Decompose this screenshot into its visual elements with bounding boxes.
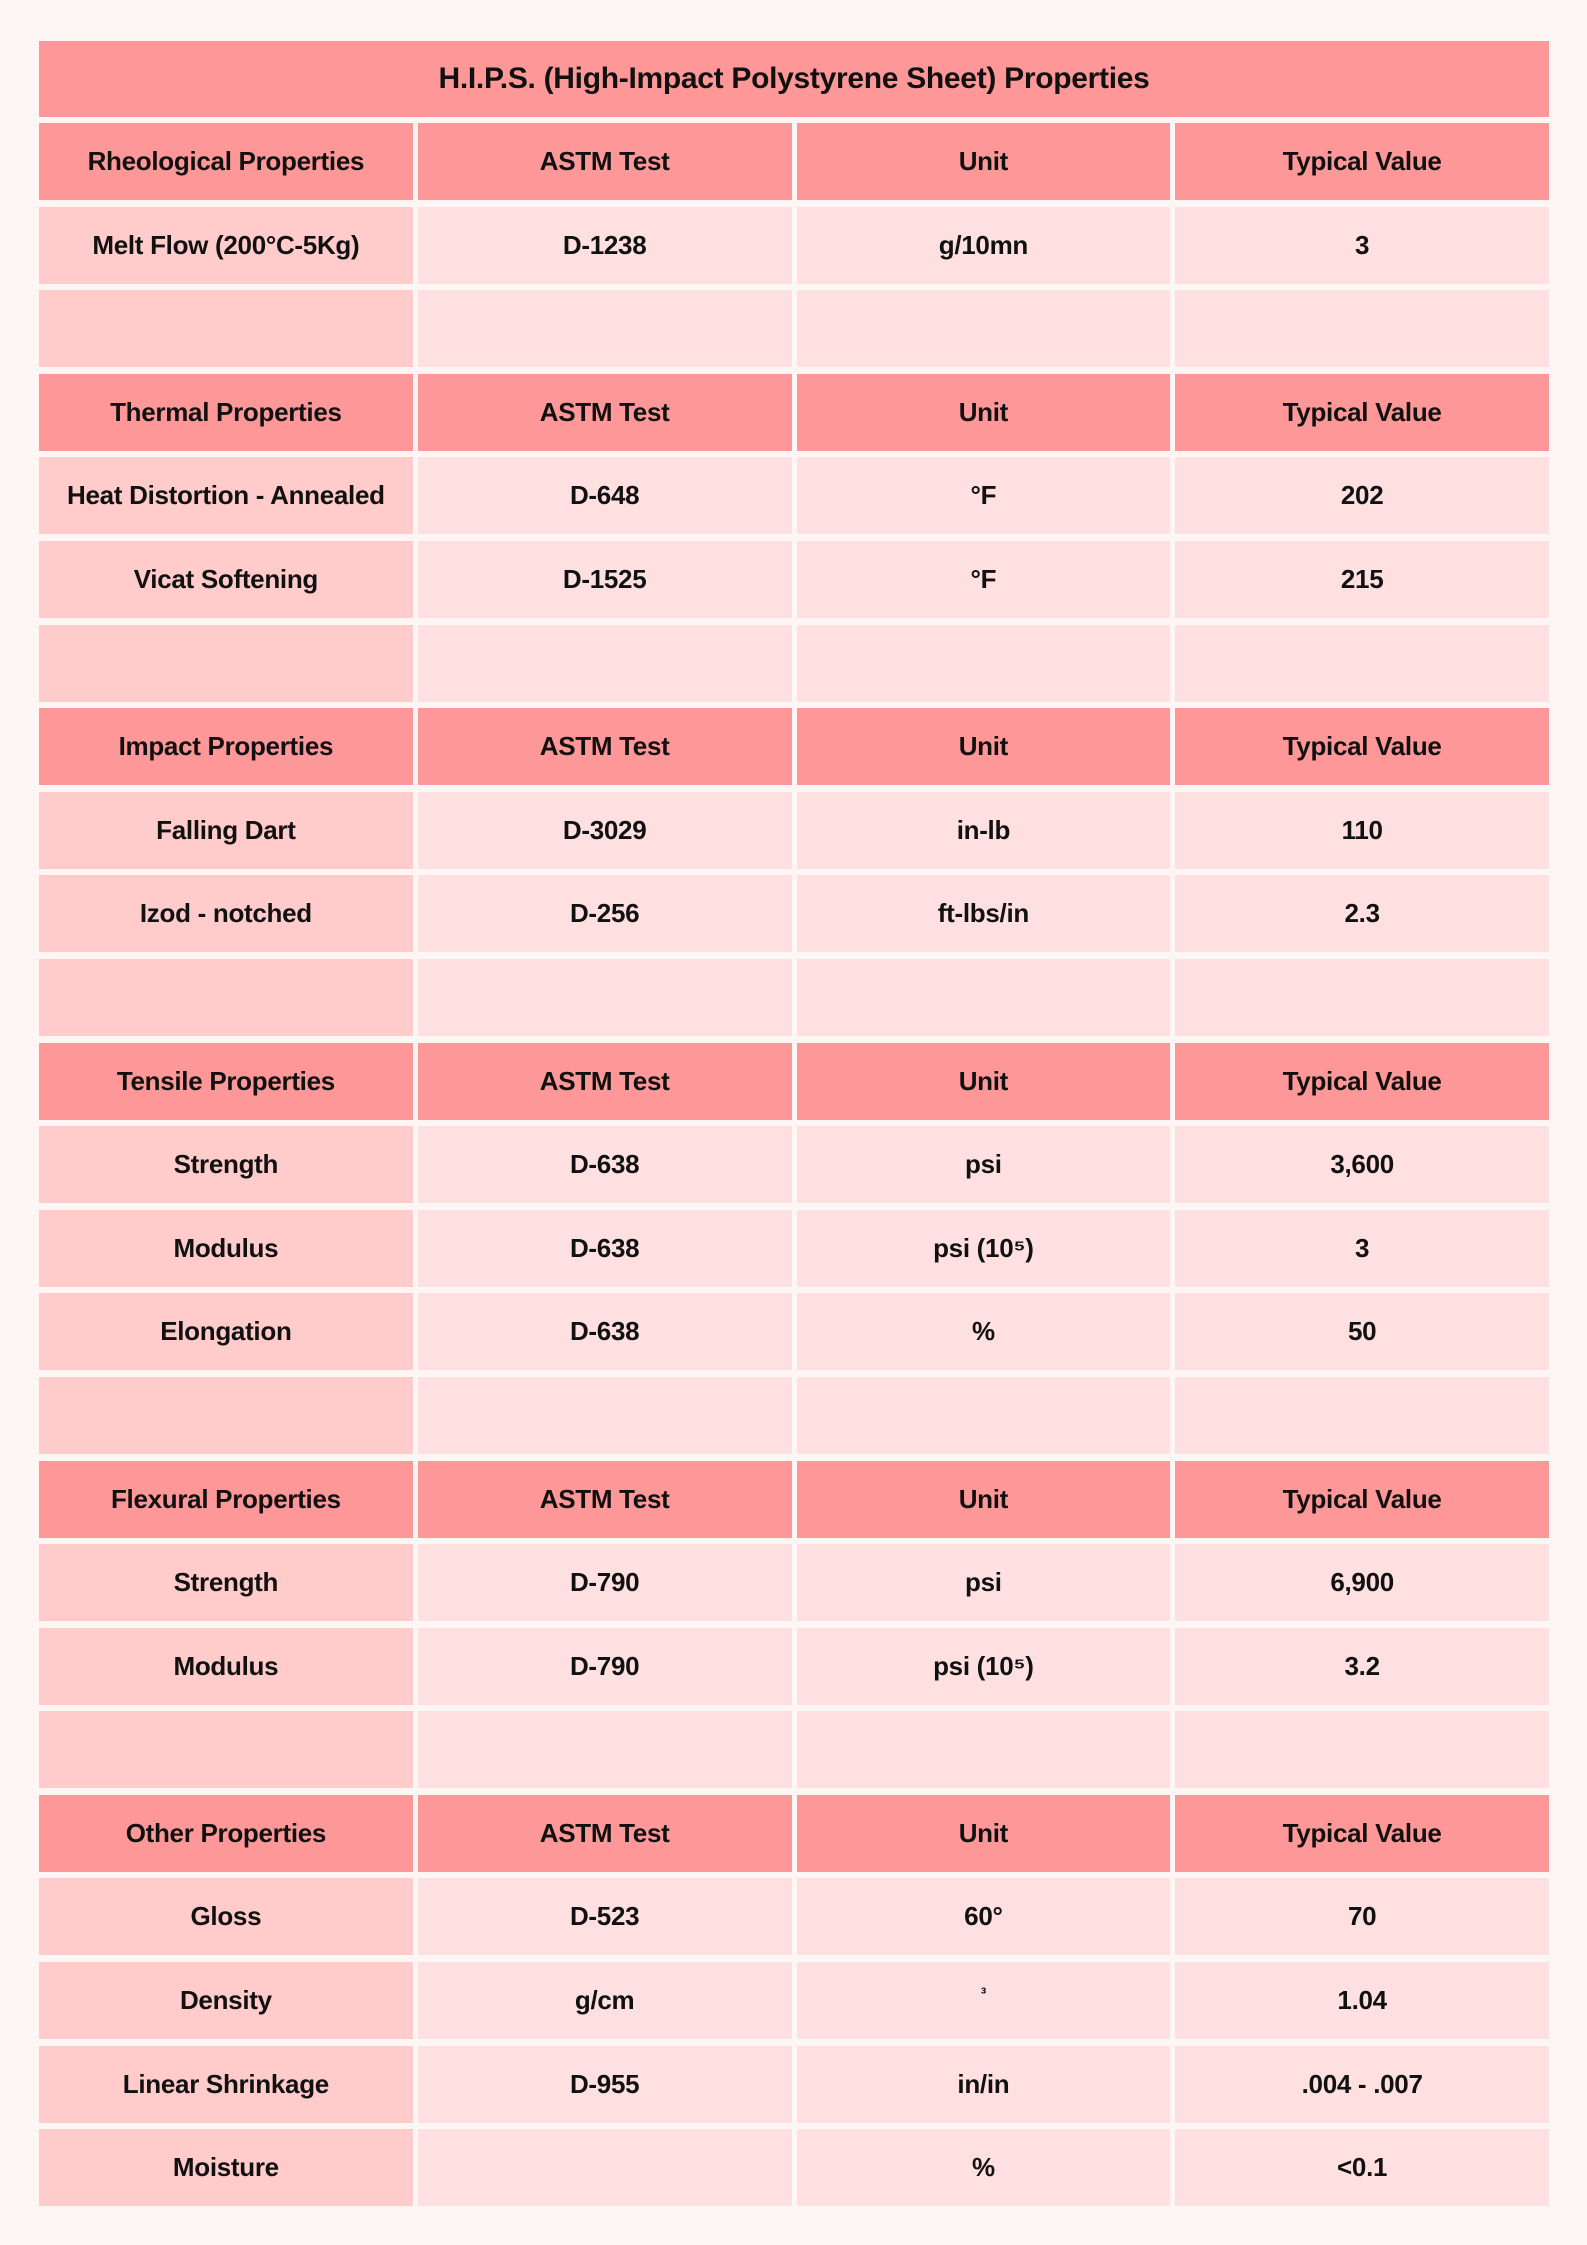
astm-test: D-3029 xyxy=(418,792,792,869)
column-header: Unit xyxy=(797,1043,1171,1120)
typical-value: 110 xyxy=(1175,792,1549,869)
table-title: H.I.P.S. (High-Impact Polystyrene Sheet) Properties xyxy=(39,41,1549,117)
typical-value: .004 - .007 xyxy=(1175,2046,1549,2123)
property-name: Moisture xyxy=(39,2129,413,2206)
column-header: Unit xyxy=(797,123,1171,200)
column-header: ASTM Test xyxy=(418,1043,792,1120)
property-name: Linear Shrinkage xyxy=(39,2046,413,2123)
typical-value: 3 xyxy=(1175,1210,1549,1287)
typical-value: 3,600 xyxy=(1175,1126,1549,1203)
empty-cell xyxy=(797,625,1171,702)
column-header: Unit xyxy=(797,374,1171,451)
astm-test: D-955 xyxy=(418,2046,792,2123)
empty-cell xyxy=(418,290,792,367)
table-row xyxy=(39,457,1549,534)
table-row xyxy=(39,792,1549,869)
column-header: Unit xyxy=(797,1461,1171,1538)
astm-test: D-790 xyxy=(418,1628,792,1705)
empty-cell xyxy=(418,1377,792,1454)
column-header: ASTM Test xyxy=(418,374,792,451)
astm-test: D-256 xyxy=(418,875,792,952)
empty-cell xyxy=(418,625,792,702)
empty-cell xyxy=(797,290,1171,367)
property-name: Elongation xyxy=(39,1293,413,1370)
unit: % xyxy=(797,1293,1171,1370)
section-title: Other Properties xyxy=(39,1795,413,1872)
column-header: Unit xyxy=(797,708,1171,785)
empty-cell xyxy=(1175,625,1549,702)
column-header: ASTM Test xyxy=(418,123,792,200)
property-name: Falling Dart xyxy=(39,792,413,869)
property-name: Modulus xyxy=(39,1210,413,1287)
astm-test xyxy=(418,2129,792,2206)
property-name: Strength xyxy=(39,1544,413,1621)
typical-value: 202 xyxy=(1175,457,1549,534)
unit: in/in xyxy=(797,2046,1171,2123)
astm-test: D-638 xyxy=(418,1293,792,1370)
astm-test: D-638 xyxy=(418,1210,792,1287)
empty-cell xyxy=(1175,1377,1549,1454)
typical-value: 50 xyxy=(1175,1293,1549,1370)
spacer-row xyxy=(39,1711,1549,1788)
unit: psi xyxy=(797,1544,1171,1621)
section-header-row xyxy=(39,1461,1549,1538)
typical-value: 3.2 xyxy=(1175,1628,1549,1705)
empty-cell xyxy=(39,1711,413,1788)
spacer-row xyxy=(39,290,1549,367)
unit: in-lb xyxy=(797,792,1171,869)
table-row xyxy=(39,1878,1549,1955)
section-header-row xyxy=(39,123,1549,200)
typical-value: 1.04 xyxy=(1175,1962,1549,2039)
table-row xyxy=(39,1210,1549,1287)
column-header: ASTM Test xyxy=(418,708,792,785)
empty-cell xyxy=(418,959,792,1036)
table-row xyxy=(39,1628,1549,1705)
column-header: Typical Value xyxy=(1175,123,1549,200)
column-header: ASTM Test xyxy=(418,1461,792,1538)
section-header-row xyxy=(39,374,1549,451)
property-name: Melt Flow (200°C-5Kg) xyxy=(39,207,413,284)
table-row xyxy=(39,875,1549,952)
properties-table xyxy=(39,41,1549,2213)
empty-cell xyxy=(797,959,1171,1036)
astm-test: D-1238 xyxy=(418,207,792,284)
astm-test: D-1525 xyxy=(418,541,792,618)
column-header: Unit xyxy=(797,1795,1171,1872)
section-header-row xyxy=(39,1043,1549,1120)
property-name: Izod - notched xyxy=(39,875,413,952)
section-title: Flexural Properties xyxy=(39,1461,413,1538)
table-body xyxy=(39,123,1549,2206)
table-row xyxy=(39,541,1549,618)
table-row xyxy=(39,1962,1549,2039)
astm-test: D-523 xyxy=(418,1878,792,1955)
empty-cell xyxy=(418,1711,792,1788)
table-row xyxy=(39,1544,1549,1621)
column-header: Typical Value xyxy=(1175,708,1549,785)
property-name: Gloss xyxy=(39,1878,413,1955)
spacer-row xyxy=(39,959,1549,1036)
unit: ft-lbs/in xyxy=(797,875,1171,952)
property-name: Heat Distortion - Annealed xyxy=(39,457,413,534)
property-name: Density xyxy=(39,1962,413,2039)
unit: % xyxy=(797,2129,1171,2206)
typical-value: 70 xyxy=(1175,1878,1549,1955)
empty-cell xyxy=(39,625,413,702)
typical-value: 6,900 xyxy=(1175,1544,1549,1621)
table-row xyxy=(39,2046,1549,2123)
typical-value: <0.1 xyxy=(1175,2129,1549,2206)
astm-test: g/cm xyxy=(418,1962,792,2039)
astm-test: D-648 xyxy=(418,457,792,534)
section-title: Tensile Properties xyxy=(39,1043,413,1120)
section-header-row xyxy=(39,708,1549,785)
table-row xyxy=(39,2129,1549,2206)
typical-value: 215 xyxy=(1175,541,1549,618)
empty-cell xyxy=(797,1377,1171,1454)
unit: psi (10⁵) xyxy=(797,1210,1171,1287)
empty-cell xyxy=(797,1711,1171,1788)
section-title: Impact Properties xyxy=(39,708,413,785)
empty-cell xyxy=(39,1377,413,1454)
column-header: Typical Value xyxy=(1175,1461,1549,1538)
column-header: ASTM Test xyxy=(418,1795,792,1872)
spacer-row xyxy=(39,1377,1549,1454)
column-header: Typical Value xyxy=(1175,1043,1549,1120)
unit: ³ xyxy=(797,1962,1171,2039)
property-name: Strength xyxy=(39,1126,413,1203)
unit: 60° xyxy=(797,1878,1171,1955)
empty-cell xyxy=(1175,290,1549,367)
astm-test: D-638 xyxy=(418,1126,792,1203)
section-title: Thermal Properties xyxy=(39,374,413,451)
empty-cell xyxy=(39,959,413,1036)
section-title: Rheological Properties xyxy=(39,123,413,200)
table-row xyxy=(39,207,1549,284)
property-name: Modulus xyxy=(39,1628,413,1705)
column-header: Typical Value xyxy=(1175,374,1549,451)
unit: psi (10⁵) xyxy=(797,1628,1171,1705)
typical-value: 2.3 xyxy=(1175,875,1549,952)
unit: °F xyxy=(797,457,1171,534)
empty-cell xyxy=(39,290,413,367)
column-header: Typical Value xyxy=(1175,1795,1549,1872)
typical-value: 3 xyxy=(1175,207,1549,284)
empty-cell xyxy=(1175,1711,1549,1788)
astm-test: D-790 xyxy=(418,1544,792,1621)
property-name: Vicat Softening xyxy=(39,541,413,618)
section-header-row xyxy=(39,1795,1549,1872)
empty-cell xyxy=(1175,959,1549,1036)
unit: g/10mn xyxy=(797,207,1171,284)
unit: psi xyxy=(797,1126,1171,1203)
spacer-row xyxy=(39,625,1549,702)
unit: °F xyxy=(797,541,1171,618)
table-row xyxy=(39,1126,1549,1203)
table-row xyxy=(39,1293,1549,1370)
